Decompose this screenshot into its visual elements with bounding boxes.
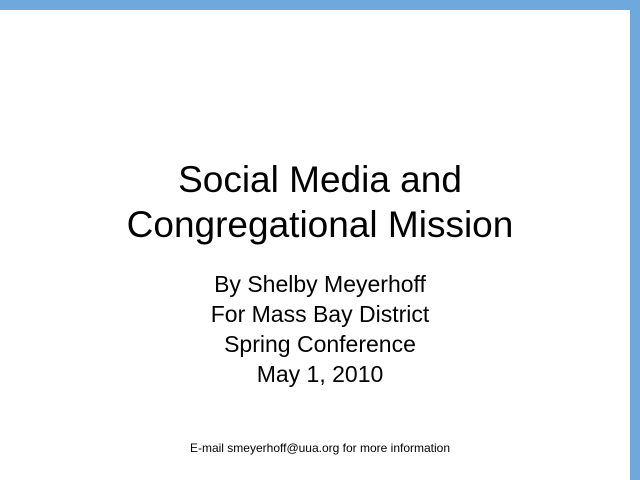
- subtitle-line-district: For Mass Bay District: [210, 301, 430, 327]
- title-line: Congregational Mission: [126, 204, 514, 245]
- subtitle-line-author: By Shelby Meyerhoff: [214, 271, 426, 297]
- slide-subtitle: [20, 269, 620, 389]
- title-line: Social Media and: [178, 159, 462, 200]
- top-accent-bar: [0, 0, 640, 10]
- right-accent-bar: [630, 0, 640, 480]
- subtitle-line-event: Spring Conference: [224, 331, 416, 357]
- contact-footer: E-mail smeyerhoff@uua.org for more information: [189, 441, 451, 455]
- subtitle-line-date: May 1, 2010: [256, 361, 384, 387]
- slide-title: [20, 157, 620, 247]
